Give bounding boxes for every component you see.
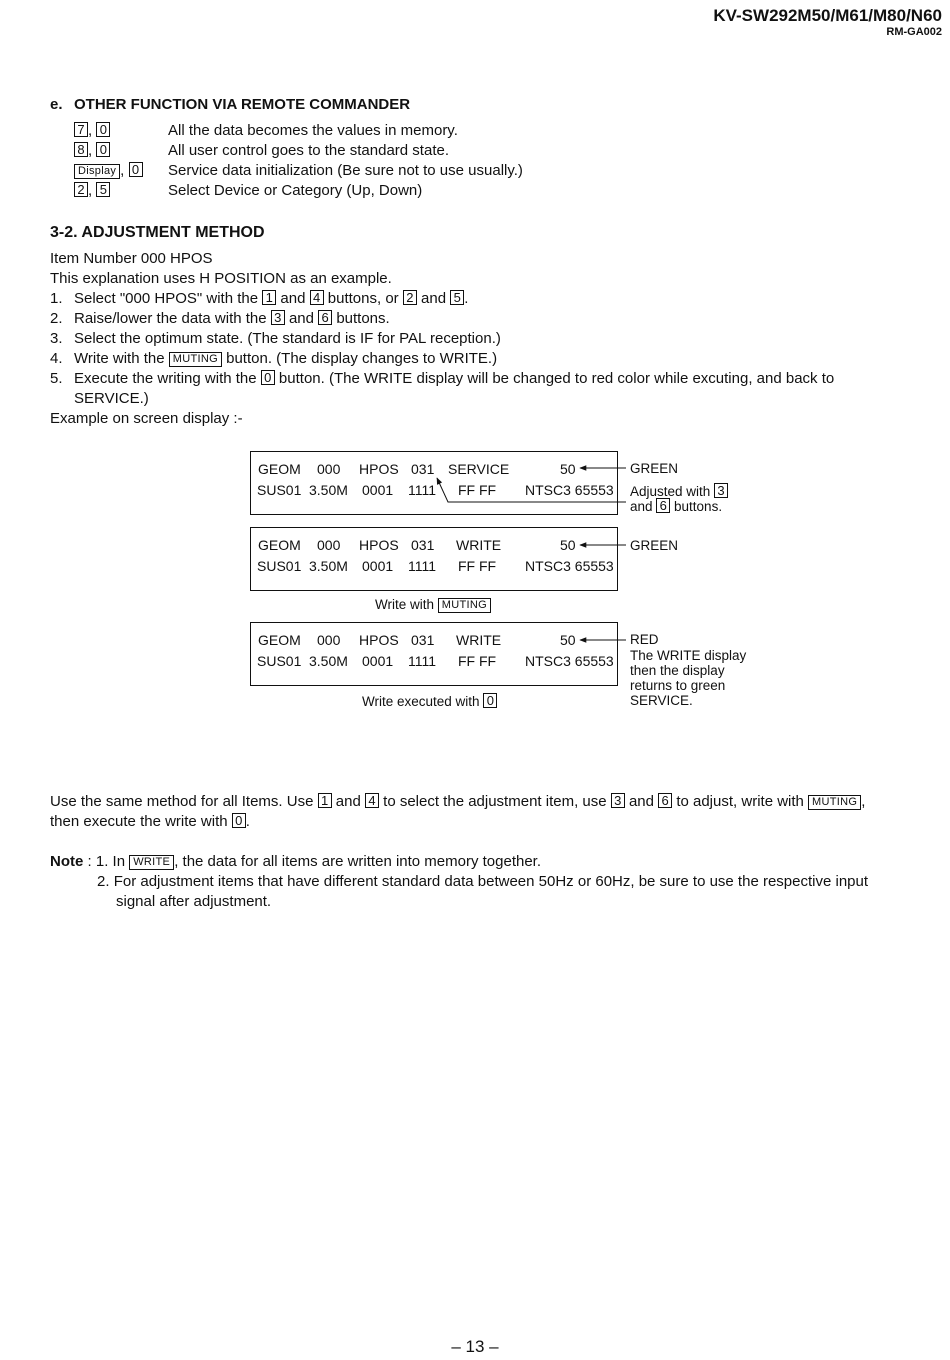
key-0: 0 bbox=[129, 162, 143, 177]
note-number: 1. bbox=[95, 853, 109, 870]
key-3: 3 bbox=[714, 483, 728, 498]
osd-cell: 000 bbox=[317, 461, 341, 477]
osd-cell: HPOS bbox=[359, 537, 399, 553]
note-2-continued: signal after adjustment. bbox=[116, 893, 272, 910]
caption-text: Write with bbox=[375, 597, 438, 612]
osd-cell: 000 bbox=[317, 537, 341, 553]
red-note-line1: The WRITE display bbox=[630, 648, 747, 663]
key-desc-4: Select Device or Category (Up, Down) bbox=[168, 182, 423, 199]
step-text: Select the optimum state. (The standard is IF for PAL reception.) bbox=[74, 330, 501, 347]
osd-cell: GEOM bbox=[258, 461, 301, 477]
osd-cell: 031 bbox=[411, 461, 435, 477]
osd-cell: 000 bbox=[317, 632, 341, 648]
step-text: and bbox=[284, 310, 319, 327]
osd-cell: HPOS bbox=[359, 632, 399, 648]
step-text: and bbox=[416, 290, 451, 307]
color-note-red: RED bbox=[630, 632, 659, 647]
osd-cell: SUS01 bbox=[257, 482, 302, 498]
step-text: buttons, or bbox=[323, 290, 403, 307]
key-muting: MUTING bbox=[169, 352, 222, 367]
adjust-note-line2 bbox=[630, 498, 722, 514]
red-note-line2: then the display bbox=[630, 663, 725, 678]
note-text: For adjustment items that have different standard data between 50Hz or 60Hz, be sure to use the respective input bbox=[113, 873, 869, 890]
osd-cell: FF FF bbox=[458, 558, 497, 574]
caption-text: Write executed with bbox=[362, 694, 484, 709]
key-6: 6 bbox=[318, 310, 332, 325]
key-4: 4 bbox=[310, 290, 324, 305]
key-2: 2 bbox=[403, 290, 417, 305]
osd-cell: WRITE bbox=[456, 632, 502, 648]
closing-paragraph-line2 bbox=[50, 813, 250, 830]
note-number: 2. bbox=[97, 873, 110, 890]
key-1: 1 bbox=[318, 793, 332, 808]
color-note-green-1: GREEN bbox=[630, 461, 679, 476]
key-desc-1: All the data becomes the values in memory. bbox=[168, 122, 458, 139]
red-note-line4: SERVICE. bbox=[630, 693, 693, 708]
step-text: button. (The WRITE display will be changed to red color while excuting, and back to bbox=[274, 370, 835, 387]
step-text: Select "000 HPOS" with the bbox=[74, 290, 263, 307]
osd-cell: HPOS bbox=[359, 461, 399, 477]
osd-cell: 3.50M bbox=[309, 482, 348, 498]
step-number: 1. bbox=[50, 290, 63, 307]
step-text: and bbox=[276, 290, 310, 307]
key-0: 0 bbox=[232, 813, 246, 828]
key-1: 1 bbox=[262, 290, 276, 305]
separator: , bbox=[88, 142, 93, 159]
para-text: and bbox=[331, 793, 365, 810]
osd-cell: 1111 bbox=[408, 558, 437, 574]
step-text: . bbox=[464, 290, 469, 307]
step-number: 4. bbox=[50, 350, 63, 367]
osd-cell: 031 bbox=[411, 537, 435, 553]
para-text: . bbox=[245, 813, 250, 830]
section-heading-adjustment-method: 3-2. ADJUSTMENT METHOD bbox=[50, 224, 265, 241]
osd-cell: 0001 bbox=[362, 482, 394, 498]
key-desc-3: Service data initialization (Be sure not to use usually.) bbox=[168, 162, 523, 179]
step-number: 3. bbox=[50, 330, 63, 347]
red-note-line3: returns to green bbox=[630, 678, 726, 693]
section-e-label: e. bbox=[50, 96, 63, 113]
osd-cell: WRITE bbox=[456, 537, 502, 553]
remote-code: RM-GA002 bbox=[886, 26, 942, 38]
step-text: Execute the writing with the bbox=[74, 370, 261, 387]
arrow-adjusted bbox=[437, 478, 626, 502]
osd-cell: SUS01 bbox=[257, 558, 302, 574]
osd-cell: 031 bbox=[411, 632, 435, 648]
osd-cell: NTSC3 65553 bbox=[525, 482, 614, 498]
step-text: buttons. bbox=[332, 310, 390, 327]
para-text: to select the adjustment item, use bbox=[378, 793, 611, 810]
osd-cell: 50 bbox=[560, 632, 576, 648]
osd-cell: 50 bbox=[560, 461, 576, 477]
key-6: 6 bbox=[656, 498, 670, 513]
osd-cell: FF FF bbox=[458, 482, 497, 498]
separator: , bbox=[88, 182, 93, 199]
key-5: 5 bbox=[450, 290, 464, 305]
key-3: 3 bbox=[271, 310, 285, 325]
step-text: Write with the bbox=[74, 350, 169, 367]
adjust-note bbox=[630, 483, 728, 499]
key-3: 3 bbox=[611, 793, 625, 808]
osd-cell: NTSC3 65553 bbox=[525, 558, 614, 574]
key-4: 4 bbox=[365, 793, 379, 808]
osd-cell: SUS01 bbox=[257, 653, 302, 669]
intro-text: This explanation uses H POSITION as an example. bbox=[50, 270, 392, 287]
osd-cell: 3.50M bbox=[309, 653, 348, 669]
para-text: then execute the write with bbox=[50, 813, 232, 830]
step-text: Raise/lower the data with the bbox=[74, 310, 271, 327]
color-note-green-2: GREEN bbox=[630, 538, 679, 553]
section-e-title: OTHER FUNCTION VIA REMOTE COMMANDER bbox=[74, 96, 411, 113]
separator: , bbox=[120, 162, 125, 179]
step-text: button. (The display changes to WRITE.) bbox=[221, 350, 498, 367]
para-text: Use the same method for all Items. Use bbox=[50, 793, 318, 810]
para-text: to adjust, write with bbox=[672, 793, 809, 810]
osd-cell: 0001 bbox=[362, 558, 394, 574]
example-label: Example on screen display :- bbox=[50, 410, 243, 427]
note-text: buttons. bbox=[670, 499, 723, 514]
note-text: and bbox=[630, 499, 657, 514]
key-display: Display bbox=[74, 164, 120, 179]
osd-cell: SERVICE bbox=[448, 461, 510, 477]
note-text: Adjusted with bbox=[630, 484, 715, 499]
key-7: 7 bbox=[74, 122, 88, 137]
osd-cell: 1111 bbox=[408, 482, 437, 498]
osd-cell: GEOM bbox=[258, 537, 301, 553]
key-muting: MUTING bbox=[808, 795, 861, 810]
page-number: – 13 – bbox=[451, 1337, 499, 1356]
note-2 bbox=[97, 873, 868, 890]
key-0: 0 bbox=[261, 370, 275, 385]
osd-cell: NTSC3 65553 bbox=[525, 653, 614, 669]
key-8: 8 bbox=[74, 142, 88, 157]
key-0: 0 bbox=[96, 142, 110, 157]
note-1 bbox=[50, 853, 541, 870]
para-text: and bbox=[624, 793, 659, 810]
model-header: KV-SW292M50/M61/M80/N60 bbox=[713, 6, 942, 25]
key-desc-2: All user control goes to the standard state. bbox=[168, 142, 449, 159]
note-colon: : bbox=[83, 853, 96, 870]
key-0: 0 bbox=[483, 693, 497, 708]
caption-write-executed bbox=[362, 693, 497, 709]
key-6: 6 bbox=[658, 793, 672, 808]
step-5-continued: SERVICE.) bbox=[74, 390, 149, 407]
item-number: Item Number 000 HPOS bbox=[50, 250, 213, 267]
closing-paragraph-line1 bbox=[50, 793, 865, 810]
caption-write-with bbox=[375, 597, 491, 613]
osd-cell: 0001 bbox=[362, 653, 394, 669]
step-number: 5. bbox=[50, 370, 63, 387]
osd-cell: GEOM bbox=[258, 632, 301, 648]
note-text: , the data for all items are written into memory together. bbox=[174, 853, 542, 870]
osd-cell: 1111 bbox=[408, 653, 437, 669]
key-0: 0 bbox=[96, 122, 110, 137]
key-muting: MUTING bbox=[438, 598, 491, 613]
osd-cell: FF FF bbox=[458, 653, 497, 669]
key-write: WRITE bbox=[129, 855, 174, 870]
osd-cell: 3.50M bbox=[309, 558, 348, 574]
osd-cell: 50 bbox=[560, 537, 576, 553]
para-text: , bbox=[861, 793, 866, 810]
note-label: Note bbox=[50, 853, 84, 870]
key-2: 2 bbox=[74, 182, 88, 197]
note-text: In bbox=[112, 853, 130, 870]
step-number: 2. bbox=[50, 310, 63, 327]
separator: , bbox=[88, 122, 93, 139]
key-5: 5 bbox=[96, 182, 110, 197]
